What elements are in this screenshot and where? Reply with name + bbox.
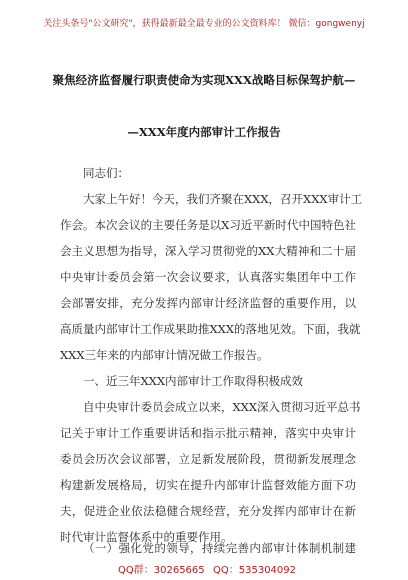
paragraph-2-line: 夫，促进企业依法稳健合规经营，充分发挥内部审计在新 bbox=[60, 504, 356, 518]
document-title-line-1: 聚焦经济监督履行职责使命为实现XXX战略目标保驾护航— bbox=[52, 73, 356, 87]
paragraph-1-line: 高质量内部审计工作成果助推XXX的落地见效。下面，我就 bbox=[60, 322, 361, 336]
banner-text: 关注头条号"公文研究"，获得最新最全最专业的公文资料库！ 微信：gongwenyj bbox=[43, 18, 365, 29]
paragraph-3-line: （一）强化党的领导，持续完善内部审计体制机制建 bbox=[83, 541, 356, 555]
paragraph-1-line: 会部署安排，充分发挥内部审计经济监督的重要作用，以 bbox=[60, 296, 356, 310]
paragraph-1-line: 会主义思想为指导，深入学习贯彻党的XX大精神和二十届 bbox=[60, 244, 356, 258]
header-banner bbox=[0, 0, 408, 44]
section-heading-1: 一、近三年XXX内部审计工作取得积极成效 bbox=[83, 374, 304, 388]
paragraph-2-line: 自中央审计委员会成立以来，XXX深入贯彻习近平总书 bbox=[83, 400, 361, 414]
paragraph-1-line: XXX三年来的内部审计情况做工作报告。 bbox=[60, 348, 269, 362]
footer-qq: QQ：535304092 bbox=[213, 565, 297, 576]
paragraph-1-line: 大家上午好！今天，我们齐聚在XXX，召开XXX审计工 bbox=[83, 192, 363, 206]
greeting: 同志们： bbox=[83, 166, 129, 180]
paragraph-1-line: 中央审计委员会第一次会议要求，认真落实集团年中工作 bbox=[60, 270, 356, 284]
document-title-line-2: —XXX年度内部审计工作报告 bbox=[127, 125, 281, 139]
paragraph-1-line: 作会。本次会议的主要任务是以X习近平新时代中国特色社 bbox=[60, 218, 356, 232]
paragraph-2-line: 委员会历次会议部署，立足新发展阶段，贯彻新发展理念 bbox=[60, 452, 356, 466]
paragraph-2-line: 时代审计监督体系中的重要作用。 bbox=[60, 530, 233, 544]
paragraph-2-line: 记关于审计工作重要讲话和指示批示精神，落实中央审计 bbox=[60, 426, 356, 440]
paragraph-2-line: 构建新发展格局，切实在提升内部审计监督效能方面下功 bbox=[60, 478, 356, 492]
footer-qq-group: QQ群：30265665 bbox=[118, 565, 205, 576]
